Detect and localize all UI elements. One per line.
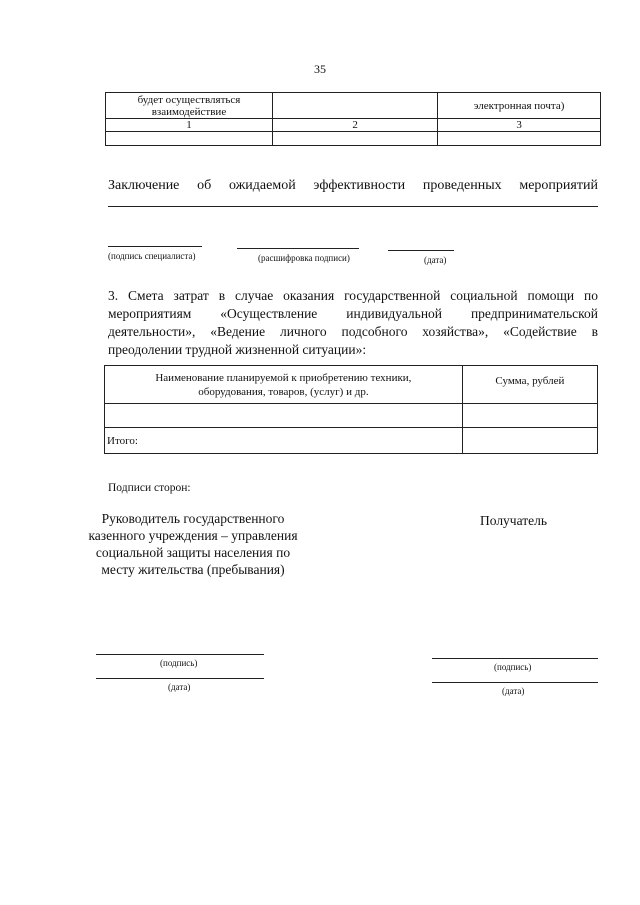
total-value	[462, 428, 597, 454]
conclusion-word: мероприятий	[519, 178, 598, 193]
date-line	[432, 682, 598, 683]
table-header-row	[105, 366, 598, 404]
date-line	[96, 678, 264, 679]
table-cell	[272, 93, 437, 119]
table-cell	[438, 132, 601, 146]
specialist-signature-label: (подпись специалиста)	[108, 251, 196, 261]
signature-line	[237, 248, 359, 249]
table-cell: 3	[438, 119, 601, 132]
conclusion-word: проведенных	[422, 178, 502, 193]
table-cell: электронная почта)	[438, 93, 601, 119]
signature-line	[432, 658, 598, 659]
table-total-row	[105, 428, 598, 454]
decoding-label: (расшифровка подписи)	[258, 253, 350, 263]
table-row	[106, 119, 601, 132]
conclusion-word: об	[197, 178, 212, 193]
signature-line	[108, 246, 202, 247]
column-header-name: Наименование планируемой к приобретению техники, оборудования, товаров, (услуг) и др.	[105, 366, 463, 404]
column-header-sum: Сумма, рублей	[462, 366, 597, 404]
conclusion-line	[108, 206, 598, 207]
table-row	[106, 93, 601, 119]
table-cell: будет осуществляться взаимодействие	[106, 93, 273, 119]
signature-line	[96, 654, 264, 655]
table-cell: 2	[272, 119, 437, 132]
table-cell	[462, 404, 597, 428]
left-party-title: Руководитель государственного казенного учреждения – управления социальной защиты населения по месту жительства (пребывания)	[88, 511, 298, 577]
signature-line	[388, 250, 454, 251]
page-number: 35	[314, 62, 326, 76]
top-table	[105, 92, 601, 146]
table-row	[106, 132, 601, 146]
section-3-text: 3. Смета затрат в случае оказания государственной социальной помощи по мероприятиям «Осуществление индивидуальной предпринимательской деятельности», «Ведение личного подсобного хозяйства», «Содействие в преодолении трудной жизненной ситуации»:	[108, 288, 598, 357]
conclusion-word: ожидаемой	[228, 178, 296, 193]
left-signature-label: (подпись)	[160, 658, 198, 668]
left-date-label: (дата)	[168, 682, 191, 692]
table-cell	[106, 132, 273, 146]
conclusion-word: эффективности	[313, 178, 406, 193]
table-cell	[272, 132, 437, 146]
table-cell	[105, 404, 463, 428]
total-label: Итого:	[105, 428, 463, 454]
parties-title: Подписи сторон:	[108, 482, 191, 494]
conclusion-word: Заключение	[108, 178, 180, 193]
table-cell: 1	[106, 119, 273, 132]
cost-table	[104, 365, 598, 454]
conclusion-heading	[108, 178, 598, 194]
table-row	[105, 404, 598, 428]
right-signature-label: (подпись)	[494, 662, 532, 672]
right-party-title: Получатель	[480, 513, 548, 528]
date-label: (дата)	[424, 255, 447, 265]
right-date-label: (дата)	[502, 686, 525, 696]
